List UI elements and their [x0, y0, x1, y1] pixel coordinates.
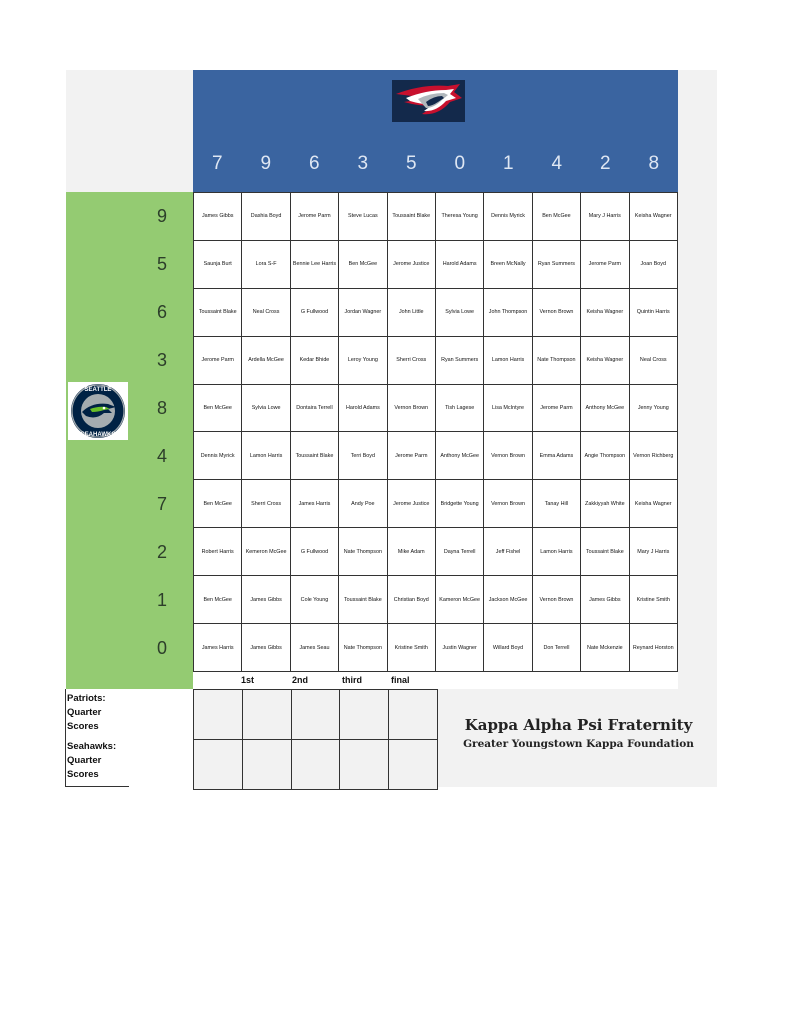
- grid-row: [194, 288, 678, 336]
- grid-square[interactable]: Ryan Summers: [435, 336, 483, 384]
- grid-square[interactable]: Bridgette Young: [435, 480, 483, 528]
- grid-square[interactable]: James Gibbs: [242, 576, 290, 624]
- grid-square[interactable]: Zakkiyyah White: [581, 480, 629, 528]
- grid-square[interactable]: Keisha Wagner: [581, 336, 629, 384]
- seahawks-score-row: [194, 740, 438, 790]
- top-digit: 6: [308, 153, 320, 174]
- seahawks-score-digits: [150, 192, 174, 672]
- grid-square[interactable]: James Gibbs: [242, 624, 290, 672]
- grid-square[interactable]: James Gibbs: [194, 193, 242, 241]
- grid-square[interactable]: Kristine Smith: [387, 624, 435, 672]
- grid-square[interactable]: Ben McGee: [194, 576, 242, 624]
- patriots-quarter-scores-label: [67, 692, 129, 734]
- grid-row: [194, 336, 678, 384]
- top-digit: 5: [405, 153, 417, 174]
- grid-square[interactable]: Harold Adams: [435, 240, 483, 288]
- grid-square[interactable]: Jerome Justice: [387, 480, 435, 528]
- top-digit: 9: [260, 153, 272, 174]
- side-digit: 7: [156, 494, 167, 514]
- grid-square[interactable]: G Fullwood: [290, 528, 338, 576]
- grid-square[interactable]: Keisha Wagner: [581, 288, 629, 336]
- grid-square[interactable]: Jerome Justice: [387, 240, 435, 288]
- score-cell[interactable]: [291, 690, 340, 740]
- label-line: Quarter: [67, 755, 102, 766]
- grid-row: [194, 193, 678, 241]
- side-digit: 4: [156, 446, 167, 466]
- grid-square[interactable]: Christian Boyd: [387, 576, 435, 624]
- grid-square[interactable]: James Harris: [290, 480, 338, 528]
- grid-square[interactable]: Kemeron McGee: [242, 528, 290, 576]
- quarter-label-final: final: [391, 675, 410, 685]
- grid-square[interactable]: Theresa Young: [435, 193, 483, 241]
- grid-square[interactable]: Jerome Parm: [290, 193, 338, 241]
- seahawks-logo-text-bottom: SEAHAWKS: [80, 432, 116, 438]
- grid-square[interactable]: Dashia Boyd: [242, 193, 290, 241]
- organization-subtitle: Greater Youngstown Kappa Foundation: [463, 738, 694, 750]
- grid-square[interactable]: Sherri Cross: [387, 336, 435, 384]
- grid-square[interactable]: Ben McGee: [532, 193, 580, 241]
- grid-square[interactable]: Joan Boyd: [629, 240, 677, 288]
- grid-square[interactable]: Mike Adam: [387, 528, 435, 576]
- grid-square[interactable]: Willard Boyd: [484, 624, 532, 672]
- grid-square[interactable]: Ben McGee: [194, 384, 242, 432]
- grid-square[interactable]: Steve Lucas: [339, 193, 387, 241]
- grid-square[interactable]: Emma Adams: [532, 432, 580, 480]
- seahawks-logo-text-top: SEATTLE: [84, 387, 112, 393]
- grid-square[interactable]: Jerome Parm: [387, 432, 435, 480]
- score-cell[interactable]: [389, 740, 438, 790]
- grid-square[interactable]: Nate Thompson: [339, 624, 387, 672]
- patriots-logo-icon: [392, 80, 465, 122]
- grid-square[interactable]: Jerome Parm: [532, 384, 580, 432]
- label-line: Seahawks:: [67, 741, 117, 752]
- squares-grid: [193, 192, 678, 672]
- grid-square[interactable]: James Gibbs: [581, 576, 629, 624]
- grid-square[interactable]: Vernon Brown: [484, 480, 532, 528]
- score-cell[interactable]: [389, 690, 438, 740]
- grid-square[interactable]: Toussaint Blake: [339, 576, 387, 624]
- grid-square[interactable]: Lamon Harris: [242, 432, 290, 480]
- grid-square[interactable]: Toussaint Blake: [290, 432, 338, 480]
- patriots-score-row: [194, 690, 438, 740]
- grid-square[interactable]: Keisha Wagner: [629, 193, 677, 241]
- grid-square[interactable]: Harold Adams: [339, 384, 387, 432]
- grid-square[interactable]: Don Terrell: [532, 624, 580, 672]
- side-digit: 6: [156, 302, 167, 322]
- grid-square[interactable]: Vernon Richberg: [629, 432, 677, 480]
- grid-square[interactable]: Keisha Wagner: [629, 480, 677, 528]
- grid-square[interactable]: Dennis Myrick: [484, 193, 532, 241]
- score-cell[interactable]: [340, 740, 389, 790]
- grid-square[interactable]: Vernon Brown: [387, 384, 435, 432]
- grid-square[interactable]: Toussaint Blake: [387, 193, 435, 241]
- label-line: Patriots:: [67, 693, 106, 704]
- grid-square[interactable]: Jenny Young: [629, 384, 677, 432]
- top-digit: 3: [357, 153, 369, 174]
- grid-row: [194, 624, 678, 672]
- top-digit: 7: [211, 153, 223, 174]
- grid-row: [194, 528, 678, 576]
- grid-square[interactable]: Mary J Harris: [629, 528, 677, 576]
- grid-square[interactable]: Ryan Summers: [532, 240, 580, 288]
- side-digit: 9: [156, 206, 167, 226]
- grid-square[interactable]: Nate Thompson: [532, 336, 580, 384]
- grid-square[interactable]: Nate Mckenzie: [581, 624, 629, 672]
- quarter-label-1st: 1st: [241, 675, 255, 685]
- quarter-score-grid: [193, 689, 438, 790]
- grid-square[interactable]: Tanay Hill: [532, 480, 580, 528]
- score-cell[interactable]: [194, 740, 243, 790]
- grid-square[interactable]: Mary J Harris: [581, 193, 629, 241]
- grid-row: [194, 480, 678, 528]
- grid-row: [194, 432, 678, 480]
- score-cell[interactable]: [194, 690, 243, 740]
- grid-square[interactable]: Justin Wagner: [435, 624, 483, 672]
- label-line: Quarter: [67, 707, 102, 718]
- grid-row: [194, 384, 678, 432]
- grid-square[interactable]: Ben McGee: [339, 240, 387, 288]
- grid-square[interactable]: Robert Harris: [194, 528, 242, 576]
- grid-square[interactable]: Toussaint Blake: [581, 528, 629, 576]
- grid-square[interactable]: Dennis Myrick: [194, 432, 242, 480]
- grid-square[interactable]: Quintin Harris: [629, 288, 677, 336]
- top-digit: 8: [648, 153, 660, 174]
- score-cell[interactable]: [242, 740, 291, 790]
- label-line: Scores: [67, 769, 99, 780]
- quarter-label-third: third: [342, 675, 362, 685]
- grid-square[interactable]: Tish Lagese: [435, 384, 483, 432]
- organization-title: Kappa Alpha Psi Fraternity: [464, 716, 693, 734]
- grid-square[interactable]: Jordan Wagner: [339, 288, 387, 336]
- grid-square[interactable]: Toussaint Blake: [194, 288, 242, 336]
- grid-square[interactable]: Jerome Parm: [194, 336, 242, 384]
- side-digit: 2: [156, 542, 167, 562]
- grid-square[interactable]: Jerome Parm: [581, 240, 629, 288]
- score-cell[interactable]: [340, 690, 389, 740]
- grid-square[interactable]: Lamon Harris: [484, 336, 532, 384]
- grid-square[interactable]: Vernon Brown: [532, 576, 580, 624]
- grid-square[interactable]: Lora S-F: [242, 240, 290, 288]
- score-cell[interactable]: [291, 740, 340, 790]
- grid-square[interactable]: Saunja Burt: [194, 240, 242, 288]
- grid-square[interactable]: Breen McNally: [484, 240, 532, 288]
- grid-square[interactable]: Anthony McGee: [435, 432, 483, 480]
- side-digit: 1: [156, 590, 167, 610]
- label-line: Scores: [67, 721, 99, 732]
- score-cell[interactable]: [242, 690, 291, 740]
- side-digit: 5: [156, 254, 167, 274]
- grid-square[interactable]: Vernon Brown: [532, 288, 580, 336]
- grid-square[interactable]: Lisa McIntyre: [484, 384, 532, 432]
- grid-square[interactable]: Vernon Brown: [484, 432, 532, 480]
- grid-square[interactable]: Jackson McGee: [484, 576, 532, 624]
- quarter-label-2nd: 2nd: [292, 675, 309, 685]
- grid-square[interactable]: Neal Cross: [629, 336, 677, 384]
- grid-row: [194, 240, 678, 288]
- grid-square[interactable]: Ardella McGee: [242, 336, 290, 384]
- top-digit: 0: [454, 153, 466, 174]
- grid-square[interactable]: Cole Young: [290, 576, 338, 624]
- grid-square[interactable]: John Little: [387, 288, 435, 336]
- grid-square[interactable]: Sherri Cross: [242, 480, 290, 528]
- grid-square[interactable]: Sylvia Lowe: [435, 288, 483, 336]
- grid-square[interactable]: Leroy Young: [339, 336, 387, 384]
- grid-square[interactable]: Lamon Harris: [532, 528, 580, 576]
- grid-square[interactable]: Dontaira Terrell: [290, 384, 338, 432]
- grid-square[interactable]: G Fullwood: [290, 288, 338, 336]
- top-digit: 4: [551, 153, 563, 174]
- grid-square[interactable]: Sylvia Lowe: [242, 384, 290, 432]
- side-digit: 8: [156, 398, 167, 418]
- top-digit: 1: [502, 153, 514, 174]
- quarter-label-strip: [193, 672, 678, 689]
- grid-square[interactable]: Ben McGee: [194, 480, 242, 528]
- seahawks-logo-icon: [68, 382, 128, 440]
- grid-square[interactable]: Reynard Horston: [629, 624, 677, 672]
- grid-row: [194, 576, 678, 624]
- grid-square[interactable]: Kedar Bhide: [290, 336, 338, 384]
- seahawks-quarter-scores-label: [67, 740, 129, 782]
- grid-square[interactable]: Bennie Lee Harris: [290, 240, 338, 288]
- grid-square[interactable]: James Seau: [290, 624, 338, 672]
- grid-square[interactable]: Neal Cross: [242, 288, 290, 336]
- patriots-score-digits: [193, 150, 678, 178]
- grid-square[interactable]: Dayna Terrell: [435, 528, 483, 576]
- grid-square[interactable]: Kameron McGee: [435, 576, 483, 624]
- grid-square[interactable]: Nate Thompson: [339, 528, 387, 576]
- top-digit: 2: [599, 153, 611, 174]
- grid-square[interactable]: John Thompson: [484, 288, 532, 336]
- side-digit: 0: [156, 638, 167, 658]
- grid-square[interactable]: Terri Boyd: [339, 432, 387, 480]
- side-digit: 3: [156, 350, 167, 370]
- grid-square[interactable]: Angie Thompson: [581, 432, 629, 480]
- grid-square[interactable]: Kristine Smith: [629, 576, 677, 624]
- grid-square[interactable]: Jeff Fishel: [484, 528, 532, 576]
- grid-square[interactable]: Andy Poe: [339, 480, 387, 528]
- grid-square[interactable]: Anthony McGee: [581, 384, 629, 432]
- grid-square[interactable]: James Harris: [194, 624, 242, 672]
